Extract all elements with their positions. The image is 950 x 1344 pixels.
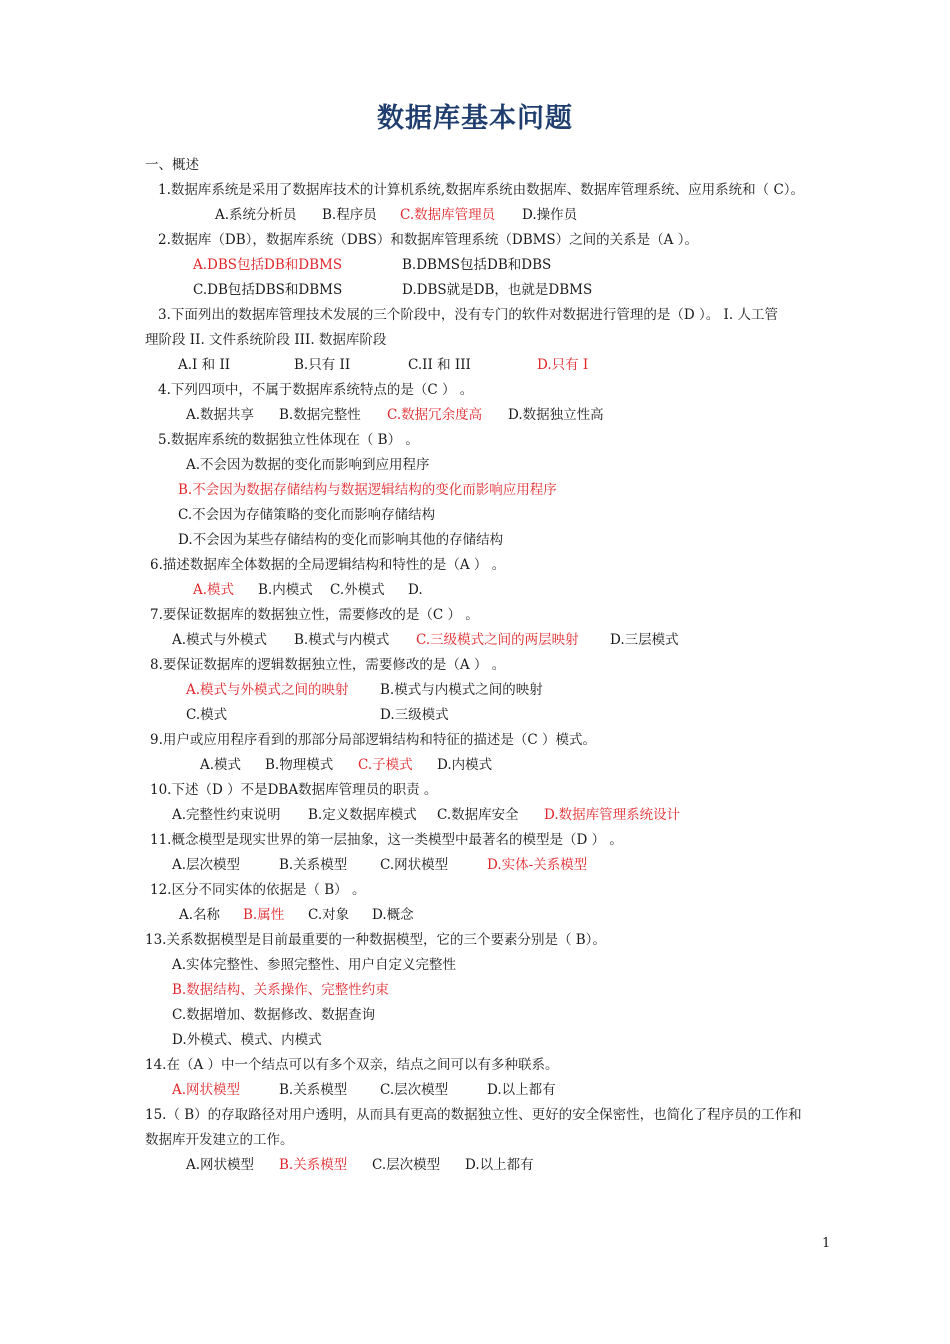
q7-option-c-answer: C.三级模式之间的两层映射 <box>416 632 579 648</box>
q14-option-c: C.层次模型 <box>380 1082 449 1098</box>
q8-option-b: B.模式与内模式之间的映射 <box>380 682 543 698</box>
q4-option-c-answer: C.数据冗余度高 <box>387 407 483 423</box>
q14-option-d: D.以上都有 <box>487 1082 556 1098</box>
q1-option-a: A.系统分析员 <box>215 207 297 223</box>
question-8: 8.要保证数据库的逻辑数据独立性，需要修改的是（A ） 。 <box>150 657 506 673</box>
q1-option-d: D.操作员 <box>522 207 578 223</box>
question-13: 13.关系数据模型是目前最重要的一种数据模型，它的三个要素分别是（ B）。 <box>145 932 606 948</box>
q11-option-d-answer: D.实体-关系模型 <box>487 857 588 873</box>
page-number: 1 <box>822 1236 831 1251</box>
q9-option-b: B.物理模式 <box>265 757 334 773</box>
q6-option-d: D. <box>408 582 423 598</box>
q4-option-b: B.数据完整性 <box>279 407 361 423</box>
section-heading: 一、概述 <box>145 157 199 173</box>
q3-option-d-answer: D.只有 I <box>537 357 589 373</box>
question-6: 6.描述数据库全体数据的全局逻辑结构和特性的是（A ） 。 <box>150 557 506 573</box>
q8-option-d: D.三级模式 <box>380 707 449 723</box>
q1-option-c-answer: C.数据库管理员 <box>400 207 496 223</box>
q13-option-a: A.实体完整性、参照完整性、用户自定义完整性 <box>172 957 457 973</box>
q11-option-b: B.关系模型 <box>279 857 348 873</box>
q6-option-c: C.外模式 <box>330 582 385 598</box>
q14-option-a-answer: A.网状模型 <box>172 1082 241 1098</box>
q5-option-d: D.不会因为某些存储结构的变化而影响其他的存储结构 <box>178 532 504 548</box>
q3-option-a: A.I 和 II <box>178 357 231 373</box>
question-11: 11.概念模型是现实世界的第一层抽象，这一类模型中最著名的模型是（D ） 。 <box>150 832 623 848</box>
q13-option-d: D.外模式、模式、内模式 <box>172 1032 322 1048</box>
q5-option-a: A.不会因为数据的变化而影响到应用程序 <box>186 457 430 473</box>
q11-option-c: C.网状模型 <box>380 857 449 873</box>
q12-option-a: A.名称 <box>179 907 221 923</box>
q6-option-a-answer: A.模式 <box>193 582 235 598</box>
q7-option-d: D.三层模式 <box>610 632 679 648</box>
question-14: 14.在（A ）中一个结点可以有多个双亲，结点之间可以有多种联系。 <box>145 1057 559 1073</box>
q9-option-d: D.内模式 <box>437 757 493 773</box>
question-3-line-2: 理阶段 II. 文件系统阶段 III. 数据库阶段 <box>145 332 387 348</box>
q10-option-c: C.数据库安全 <box>437 807 519 823</box>
q5-option-c: C.不会因为存储策略的变化而影响存储结构 <box>178 507 436 523</box>
q12-option-b-answer: B.属性 <box>243 907 285 923</box>
q4-option-d: D.数据独立性高 <box>508 407 604 423</box>
question-1: 1.数据库系统是采用了数据库技术的计算机系统,数据库系统由数据库、数据库管理系统、应用系统和（ C）。 <box>158 182 805 198</box>
q4-option-a: A.数据共享 <box>186 407 255 423</box>
q12-option-d: D.概念 <box>372 907 414 923</box>
question-3-line-1: 3.下面列出的数据库管理技术发展的三个阶段中，没有专门的软件对数据进行管理的是（D ）。 I. 人工管 <box>158 307 778 323</box>
page-title: 数据库基本问题 <box>377 103 573 134</box>
q10-option-b: B.定义数据库模式 <box>308 807 417 823</box>
question-15-line-1: 15.（ B）的存取路径对用户透明，从而具有更高的数据独立性、更好的安全保密性，也简化了程序员的工作和 <box>145 1107 802 1123</box>
q10-option-d-answer: D.数据库管理系统设计 <box>544 807 681 823</box>
q8-option-a-answer: A.模式与外模式之间的映射 <box>186 682 349 698</box>
q11-option-a: A.层次模型 <box>172 857 241 873</box>
q13-option-b-answer: B.数据结构、关系操作、完整性约束 <box>172 982 389 998</box>
question-9: 9.用户或应用程序看到的那部分局部逻辑结构和特征的描述是（C ）模式。 <box>150 732 597 748</box>
question-7: 7.要保证数据库的数据独立性，需要修改的是（C ） 。 <box>150 607 479 623</box>
q13-option-c: C.数据增加、数据修改、数据查询 <box>172 1007 376 1023</box>
q15-option-b-answer: B.关系模型 <box>279 1157 348 1173</box>
q15-option-a: A.网状模型 <box>186 1157 255 1173</box>
question-10: 10.下述（D ）不是DBA数据库管理员的职责 。 <box>150 782 438 798</box>
q3-option-c: C.II 和 III <box>408 357 471 373</box>
q8-option-c: C.模式 <box>186 707 228 723</box>
q6-option-b: B.内模式 <box>258 582 313 598</box>
q5-option-b-answer: B.不会因为数据存储结构与数据逻辑结构的变化而影响应用程序 <box>178 482 557 498</box>
q7-option-b: B.模式与内模式 <box>294 632 390 648</box>
q1-option-b: B.程序员 <box>322 207 377 223</box>
q7-option-a: A.模式与外模式 <box>172 632 268 648</box>
question-2: 2.数据库（DB），数据库系统（DBS）和数据库管理系统（DBMS）之间的关系是（A ）。 <box>158 232 698 248</box>
question-4: 4.下列四项中，不属于数据库系统特点的是（C ） 。 <box>158 382 474 398</box>
q12-option-c: C.对象 <box>308 907 350 923</box>
q2-option-d: D.DBS就是DB，也就是DBMS <box>402 282 593 298</box>
q2-option-b: B.DBMS包括DB和DBS <box>402 257 552 273</box>
q9-option-c-answer: C.子模式 <box>358 757 413 773</box>
q3-option-b: B.只有 II <box>294 357 351 373</box>
question-5: 5.数据库系统的数据独立性体现在（ B） 。 <box>158 432 419 448</box>
q2-option-a-answer: A.DBS包括DB和DBMS <box>193 257 343 273</box>
q10-option-a: A.完整性约束说明 <box>172 807 281 823</box>
q14-option-b: B.关系模型 <box>279 1082 348 1098</box>
question-15-line-2: 数据库开发建立的工作。 <box>145 1132 294 1148</box>
q15-option-d: D.以上都有 <box>465 1157 534 1173</box>
q15-option-c: C.层次模型 <box>372 1157 441 1173</box>
q9-option-a: A.模式 <box>200 757 242 773</box>
question-12: 12.区分不同实体的依据是（ B） 。 <box>150 882 366 898</box>
q2-option-c: C.DB包括DBS和DBMS <box>193 282 343 298</box>
